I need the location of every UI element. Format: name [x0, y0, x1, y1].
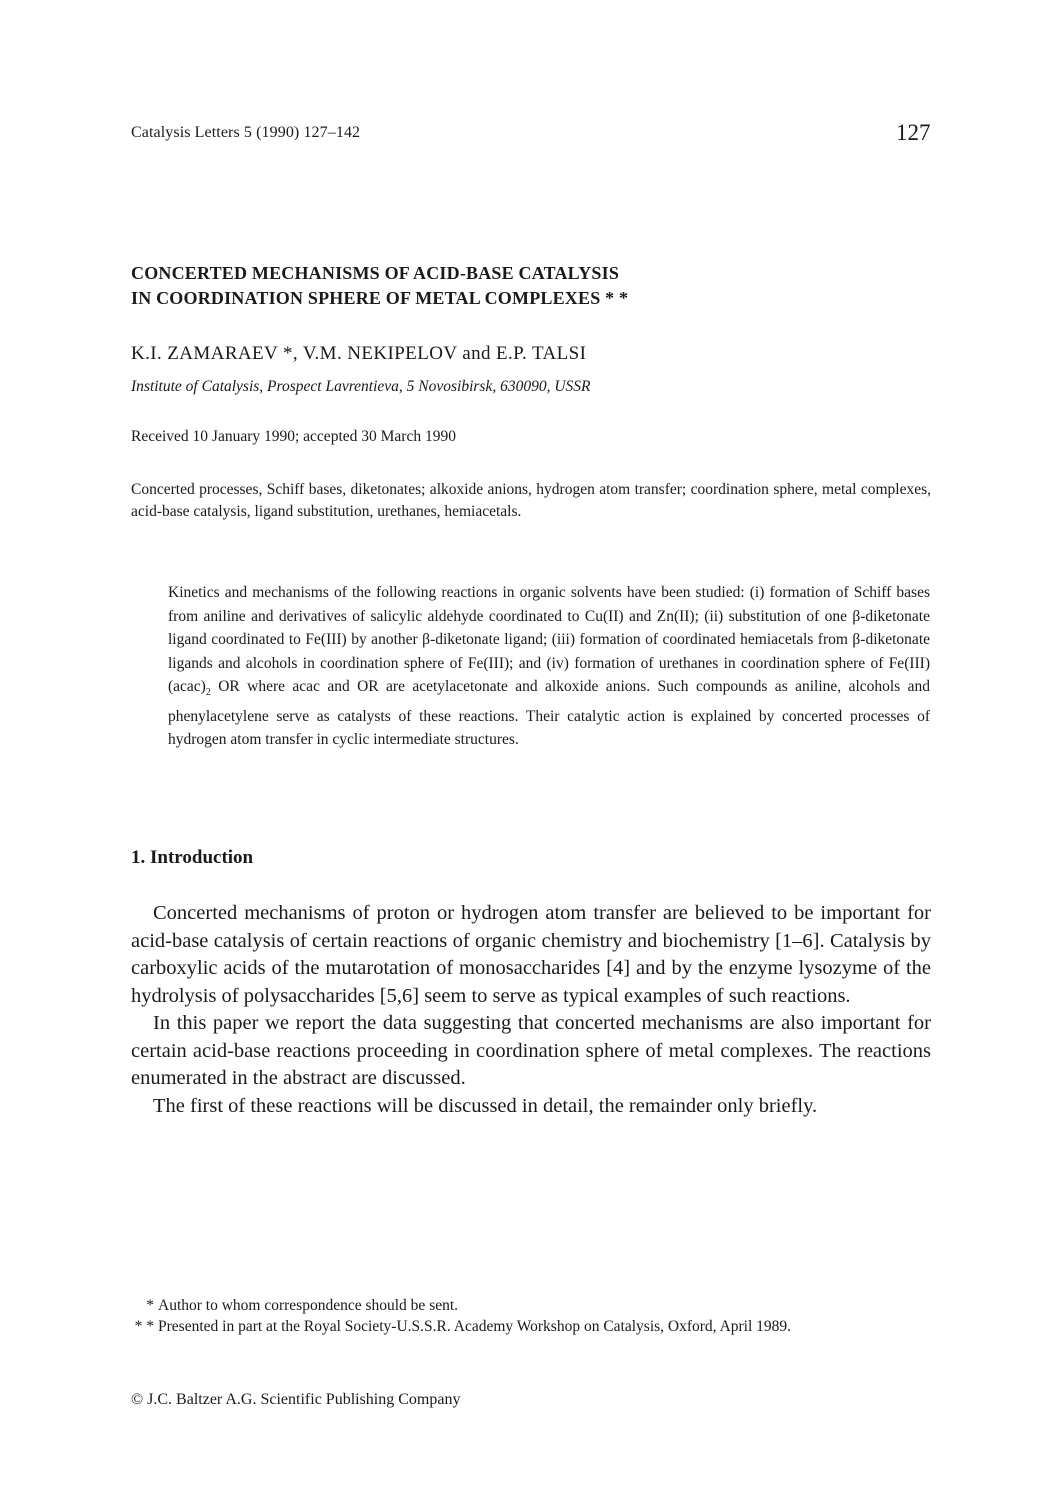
- abstract-subscript: 2: [205, 687, 211, 699]
- footnotes: [116, 1295, 931, 1337]
- abstract-part-2: OR where acac and OR are acetylacetonate and alkoxide anions. Such compounds as aniline, alcohols and phenylacetylene serve as catalysts of these reactions. Their catalytic action is explained by concerted processes of hydrogen atom transfer in cyclic intermediate structures.: [168, 678, 930, 749]
- copyright: © J.C. Baltzer A.G. Scientific Publishing Company: [131, 1391, 461, 1408]
- footnote-mark: * *: [134, 1318, 154, 1335]
- received-dates: Received 10 January 1990; accepted 30 March 1990: [131, 428, 456, 445]
- affiliation: Institute of Catalysis, Prospect Lavrentieva, 5 Novosibirsk, 630090, USSR: [131, 378, 591, 395]
- journal-citation: Catalysis Letters 5 (1990) 127–142: [131, 124, 361, 141]
- paragraph: In this paper we report the data suggesting that concerted mechanisms are also important for certain acid-base reactions proceeding in coordination sphere of metal complexes. The reactions enumerated in the abstract are discussed.: [131, 1012, 931, 1089]
- footnote: [116, 1295, 931, 1316]
- authors: K.I. ZAMARAEV *, V.M. NEKIPELOV and E.P. TALSI: [131, 343, 587, 364]
- abstract-part-1: Kinetics and mechanisms of the following reactions in organic solvents have been studied: (i) formation of Schiff bases from aniline and derivatives of salicylic aldehyde coordinated to Cu(II) and Zn(II); (ii) substitution of one β-diketonate ligand coordinated to Fe(III) by another β-diketonate ligand; (iii) formation of coordinated hemiacetals from β-diketonate ligands and alcohols in coordination sphere of Fe(III); and (iv) formation of urethanes in coordination sphere of Fe(III) (acac): [168, 584, 930, 695]
- paragraph: The first of these reactions will be discussed in detail, the remainder only briefly.: [153, 1094, 818, 1117]
- title-line-2: IN COORDINATION SPHERE OF METAL COMPLEXES * *: [131, 288, 629, 308]
- footnote-mark: *: [146, 1297, 154, 1314]
- page-number: 127: [896, 120, 931, 145]
- footnote: [116, 1316, 931, 1337]
- abstract: [168, 581, 930, 752]
- section-heading-introduction: 1. Introduction: [131, 847, 254, 868]
- article-title: [131, 261, 628, 311]
- footnote-text: Presented in part at the Royal Society-U.S.S.R. Academy Workshop on Catalysis, Oxford, April 1989.: [158, 1318, 792, 1335]
- footnote-text: Author to whom correspondence should be sent.: [158, 1297, 459, 1314]
- title-line-1: CONCERTED MECHANISMS OF ACID-BASE CATALYSIS: [131, 263, 620, 283]
- introduction-body: [131, 900, 931, 1120]
- keywords: Concerted processes, Schiff bases, diketonates; alkoxide anions, hydrogen atom transfer; coordination sphere, metal complexes, acid-base catalysis, ligand substitution, urethanes, hemiacetals.: [131, 481, 931, 520]
- paragraph: Concerted mechanisms of proton or hydrogen atom transfer are believed to be important for acid-base catalysis of certain reactions of organic chemistry and biochemistry [1–6]. Catalysis by carboxylic acids of the mutarotation of monosaccharides [4] and by the enzyme lysozyme of the hydrolysis of polysaccharides [5,6] seem to serve as typical examples of such reactions.: [131, 902, 931, 1007]
